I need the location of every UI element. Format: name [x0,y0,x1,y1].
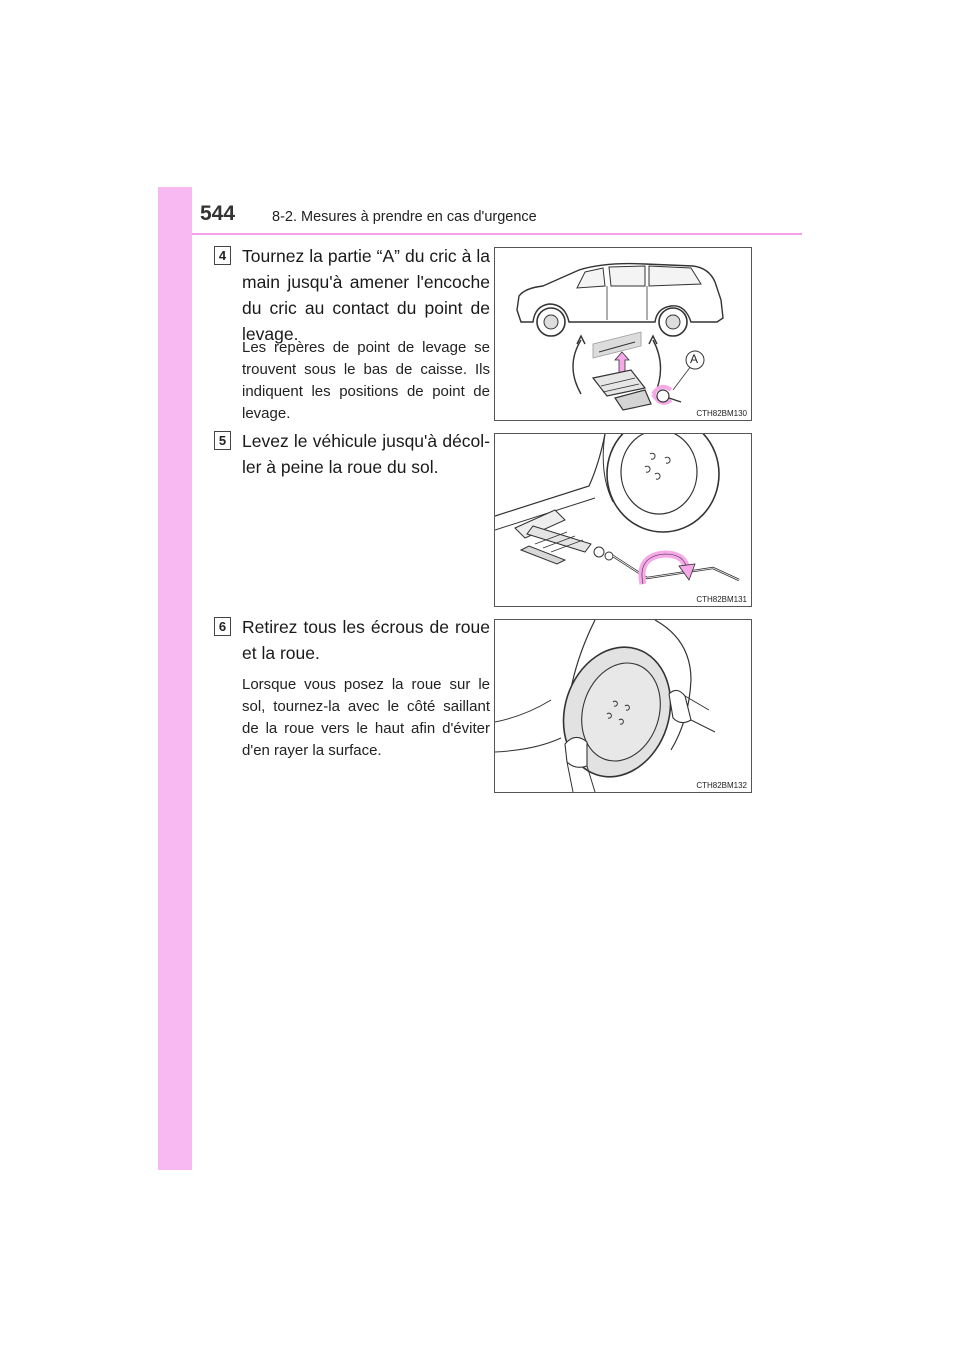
page-header [192,200,802,236]
page-number: 544 [200,202,236,225]
step-5 [214,428,490,508]
car-jack-lifting-point-illustration [495,248,751,420]
step-instruction: Tournez la partie “A” du cric à la main jusqu'à amener l'encoche du cric au contact du point de levage. [242,246,490,344]
step-4 [214,243,490,423]
step-note: Lorsque vous posez la roue sur le sol, tournez-la avec le côté saillant de la roue vers le haut afin d'éviter d'en rayer la surface. [242,676,490,759]
figure-wheel-removal [494,619,752,793]
step-6 [214,614,490,759]
figure-code: CTH82BM131 [696,595,747,604]
step-number: 6 [214,617,231,636]
step-number: 5 [214,431,231,450]
jack-crank-raising-illustration [495,434,751,606]
step-instruction: Levez le véhicule jusqu'à décol-ler à peine la roue du sol. [242,431,490,477]
figure-car-jack [494,247,752,421]
figure-code: CTH82BM132 [696,781,747,790]
figure-jack-crank [494,433,752,607]
step-instruction: Retirez tous les écrous de roue et la roue. [242,617,490,663]
step-number: 4 [214,246,231,265]
wheel-removal-illustration [495,620,751,792]
section-title: 8-2. Mesures à prendre en cas d'urgence [272,209,537,225]
callout-label-a: A [690,352,699,366]
figure-code: CTH82BM130 [696,409,747,418]
step-note: Les repères de point de levage se trouvent sous le bas de caisse. Ils indiquent les positions de point de levage. [242,339,490,422]
chapter-color-band [158,187,192,1170]
header-rule [192,233,802,235]
